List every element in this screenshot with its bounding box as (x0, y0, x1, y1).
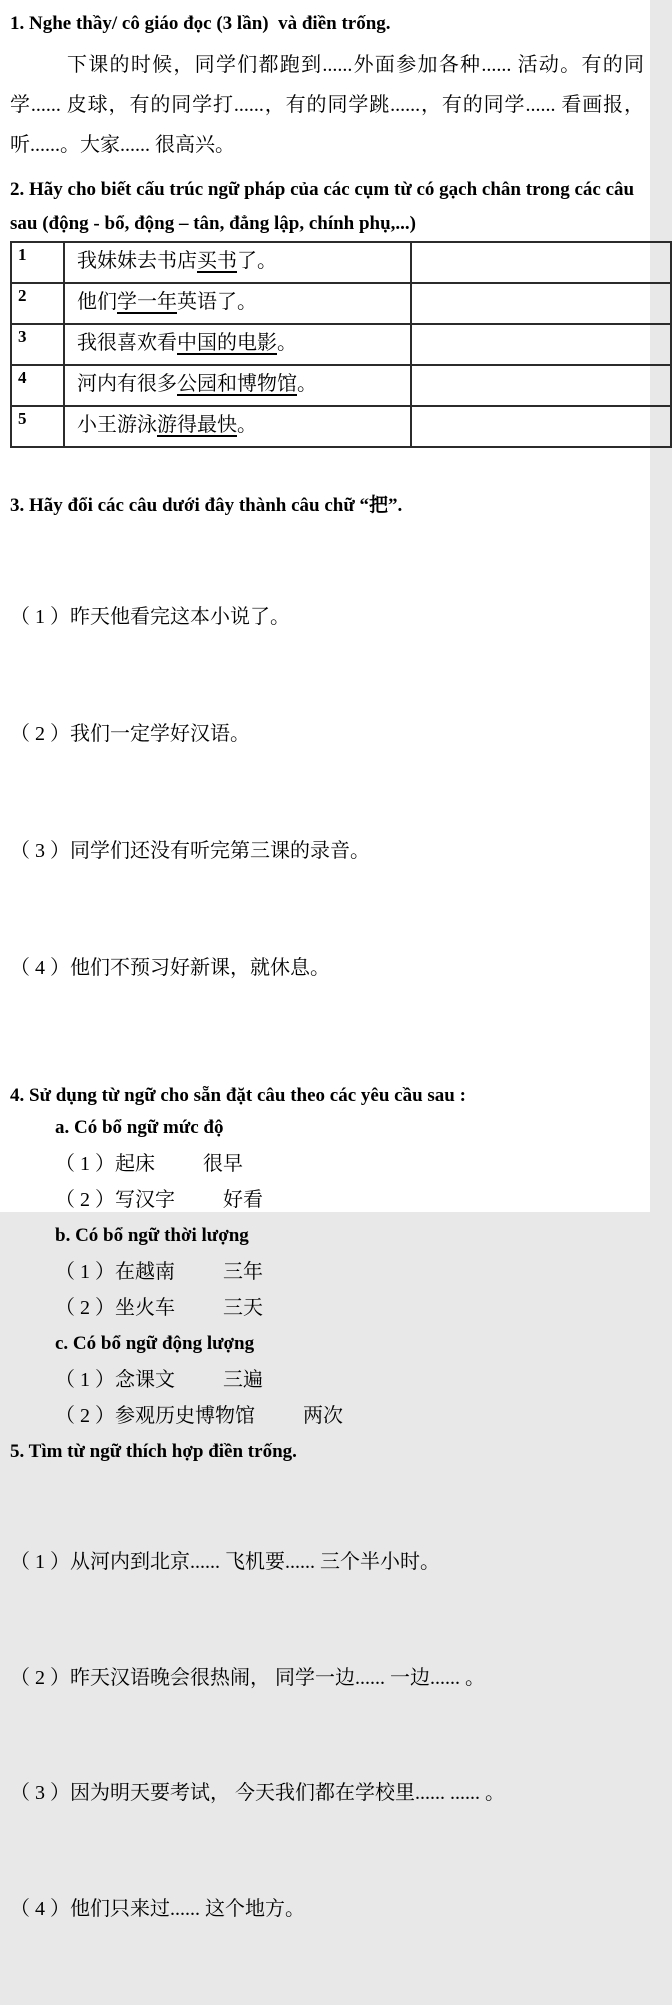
exercise-line: （ 1 ）从河内到北京...... 飞机要...... 三个半小时。 (10, 1551, 440, 1573)
section1-title: 1. Nghe thầy/ cô giáo đọc (3 lần) và điền trống. (10, 13, 391, 34)
item-complement: 三年 (223, 1261, 263, 1283)
item-phrase: 参观历史博物馆 (115, 1405, 255, 1427)
sentence-underlined: 买书 (197, 250, 237, 272)
exercise-line: （ 2 ）昨天汉语晚会很热闹， 同学一边...... 一边...... 。 (10, 1666, 485, 1689)
row-number-cell: 5 (11, 406, 64, 447)
section2-title-line1: 2. Hãy cho biết cấu trúc ngữ pháp của các cụm từ có gạch chân trong các câu (10, 179, 635, 200)
exercise-line: （ 3 ）因为明天要考试， 今天我们都在学校里...... ...... 。 (10, 1782, 505, 1804)
section2-title-line2: sau (động - bổ, động – tân, đẳng lập, chính phụ,...) (10, 213, 417, 234)
item-number: （ 1 ） (55, 1153, 115, 1175)
answer-cell (411, 365, 671, 406)
item-number: （ 1 ） (55, 1261, 115, 1283)
item-number: （ 2 ） (55, 1189, 115, 1211)
row-number-cell: 2 (11, 283, 64, 324)
item-complement: 很早 (203, 1153, 243, 1175)
word-pair-item (10, 1146, 644, 1182)
item-complement: 三遍 (223, 1369, 263, 1391)
sentence-cell (64, 242, 411, 283)
item-complement: 好看 (223, 1189, 263, 1211)
item-phrase: 坐火车 (115, 1297, 175, 1319)
sentence-pre: 我妹妹去书店 (77, 250, 197, 272)
section3-title: 3. Hãy đổi các câu dưới đây thành câu chữ “把”. (10, 495, 403, 516)
row-number-cell: 1 (11, 242, 64, 283)
sentence-post: 。 (297, 373, 317, 395)
table-row (11, 365, 671, 406)
row-number-cell: 4 (11, 365, 64, 406)
sentence-cell (64, 324, 411, 365)
exercise-line: （ 4 ）他们不预习好新课，就休息。 (10, 957, 330, 979)
sentence-pre: 河内有很多 (77, 373, 177, 395)
word-pair-item (10, 1290, 644, 1326)
section4-groups (10, 1110, 644, 1434)
sentence-cell (64, 283, 411, 324)
item-phrase: 念课文 (115, 1369, 175, 1391)
section5-items (10, 1466, 644, 2005)
sentence-post: 。 (277, 332, 297, 354)
sentence-cell (64, 406, 411, 447)
answer-cell (411, 242, 671, 283)
section4-title: 4. Sử dụng từ ngữ cho sẵn đặt câu theo các yêu cầu sau : (10, 1085, 466, 1106)
sentence-post: 了。 (237, 250, 277, 272)
exercise-line: （ 4 ）他们只来过...... 这个地方。 (10, 1897, 305, 1920)
section5-title: 5. Tìm từ ngữ thích hợp điền trống. (10, 1441, 297, 1462)
sentence-pre: 我很喜欢看 (77, 332, 177, 354)
item-number: （ 1 ） (55, 1369, 115, 1391)
word-pair-item (10, 1362, 644, 1398)
sentence-underlined: 游得最快 (157, 414, 237, 436)
sentence-post: 英语了。 (177, 291, 257, 313)
table-row (11, 283, 671, 324)
group-label-c: c. Có bổ ngữ động lượng (55, 1333, 255, 1354)
word-pair-item (10, 1254, 644, 1290)
section2-title (10, 173, 644, 241)
item-number: （ 2 ） (55, 1405, 115, 1427)
section1-dictation-paragraph: 下课的时候，同学们都跑到......外面参加各种...... 活动。有的同学...... 皮球，有的同学打......，有的同学跳......，有的同学...... 看画报， 听......。大家...... 很高兴。 (10, 54, 649, 156)
sentence-underlined: 中国的电影 (177, 332, 277, 354)
table-row (11, 242, 671, 283)
item-complement: 两次 (303, 1405, 343, 1427)
section3-items (10, 520, 644, 1066)
sentence-post: 。 (237, 414, 257, 436)
exercise-line: （ 2 ）我们一定学好汉语。 (10, 723, 250, 745)
sentence-cell (64, 365, 411, 406)
word-pair-item (10, 1398, 644, 1434)
sentence-pre: 小王游泳 (77, 414, 157, 436)
word-pair-item (10, 1182, 644, 1218)
answer-cell (411, 406, 671, 447)
answer-cell (411, 324, 671, 365)
sentence-pre: 他们 (77, 291, 117, 313)
answer-cell (411, 283, 671, 324)
exercise-line: （ 1 ）昨天他看完这本小说了。 (10, 606, 290, 628)
exercise-line: （ 3 ）同学们还没有听完第三课的录音。 (10, 840, 370, 862)
item-phrase: 在越南 (115, 1261, 175, 1283)
grammar-structure-table (10, 241, 672, 448)
group-label-b: b. Có bổ ngữ thời lượng (55, 1225, 249, 1246)
item-phrase: 起床 (115, 1153, 155, 1175)
row-number-cell: 3 (11, 324, 64, 365)
item-complement: 三天 (223, 1297, 263, 1319)
table-row (11, 406, 671, 447)
group-label-a: a. Có bổ ngữ mức độ (55, 1117, 224, 1138)
sentence-underlined: 学一年 (117, 291, 177, 313)
table-row (11, 324, 671, 365)
item-phrase: 写汉字 (115, 1189, 175, 1211)
sentence-underlined: 公园和博物馆 (177, 373, 297, 395)
item-number: （ 2 ） (55, 1297, 115, 1319)
